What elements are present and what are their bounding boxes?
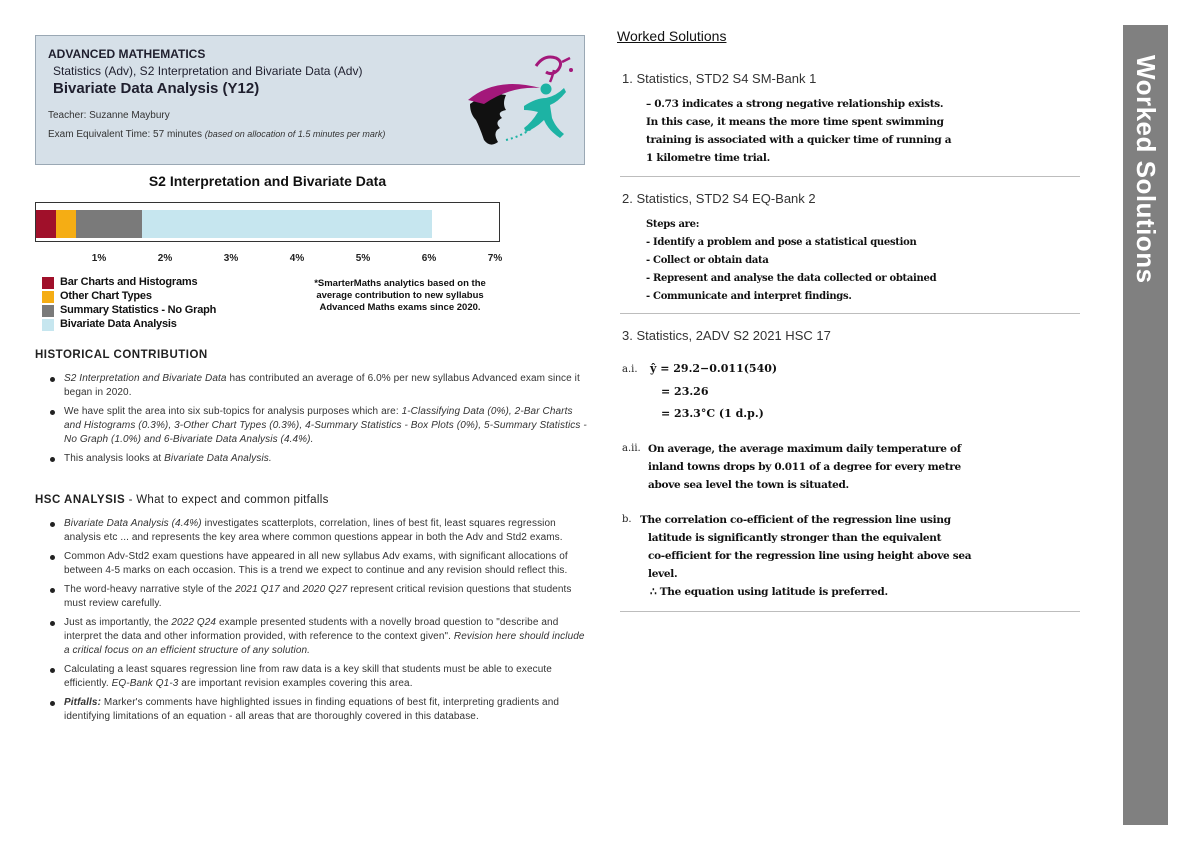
- question-2-heading: 2. Statistics, STD2 S4 EQ-Bank 2: [622, 191, 816, 206]
- divider: [620, 176, 1080, 177]
- solution-line: On average, the average maximum daily temperature of: [648, 443, 961, 455]
- x-tick-label: 6%: [421, 253, 437, 264]
- text: This analysis looks at: [64, 453, 165, 464]
- part-aii-solution: [648, 440, 961, 494]
- bar-segment-1: [36, 210, 56, 238]
- topic-label: Statistics (Adv), S2 Interpretation and Bivariate Data (Adv): [53, 64, 363, 78]
- chart-title: S2 Interpretation and Bivariate Data: [148, 173, 387, 189]
- text: Common Adv-Std2 exam questions have appeared in all new syllabus Adv exams, with significant allocations of between 4-5 marks on each occasion. This is a trend we expect to continue and any revision should reflect this.: [64, 551, 568, 576]
- legend-label: Bivariate Data Analysis: [60, 318, 177, 330]
- solution-line: - Identify a problem and pose a statistical question: [646, 237, 917, 248]
- solution-line: Steps are:: [646, 219, 700, 230]
- italic-text: 2020 Q27: [302, 584, 348, 595]
- header-box: [35, 35, 585, 165]
- text: We have split the area into six sub-topics for analysis purposes which are:: [64, 406, 402, 417]
- list-item: [50, 696, 588, 724]
- math-line: ŷ = 29.2−0.011(540): [650, 362, 778, 375]
- solution-line: - Communicate and interpret findings.: [646, 291, 852, 302]
- bar-segment-4: [142, 210, 432, 238]
- question-2-solution: [646, 216, 936, 306]
- solution-line: latitude is significantly stronger than the equivalent: [648, 532, 942, 544]
- hsc-heading: [35, 494, 329, 506]
- page-title: Bivariate Data Analysis (Y12): [53, 80, 260, 97]
- solution-line: - Represent and analyse the data collected or obtained: [646, 273, 937, 284]
- exam-time-value: 57 minutes: [153, 129, 202, 140]
- text: represent critical revision questions that students must review carefully.: [64, 584, 572, 609]
- hsc-heading-text: HSC ANALYSIS: [35, 494, 126, 506]
- x-tick-label: 2%: [157, 253, 173, 264]
- part-ai-label: a.i.: [622, 364, 638, 375]
- text: investigates scatterplots, correlation, lines of best fit, least squares regression analysis etc ... and represents the key area where common questions appear in both the Adv and Std2 exams.: [64, 518, 563, 543]
- solution-line: training is associated with a quicker time of running a: [646, 134, 952, 146]
- bar-segment-3: [76, 210, 142, 238]
- worked-solutions-heading: Worked Solutions: [617, 28, 727, 44]
- legend-swatch: [42, 291, 54, 303]
- legend-swatch: [42, 319, 54, 331]
- list-item: [50, 616, 588, 658]
- teacher-line: [48, 110, 170, 121]
- legend-label: Other Chart Types: [60, 290, 152, 302]
- list-item: [50, 663, 588, 691]
- list-item: [50, 372, 588, 400]
- bold-italic-text: Pitfalls:: [64, 697, 102, 708]
- historical-list: [50, 372, 588, 471]
- italic-text: EQ-Bank Q1-3: [111, 678, 179, 689]
- part-aii-label: a.ii.: [622, 443, 641, 454]
- solution-line: - Collect or obtain data: [646, 255, 769, 266]
- exam-time-line: [48, 129, 385, 140]
- text: Calculating a least squares regression line from raw data is a key skill that students must be able to execute efficiently.: [64, 664, 552, 689]
- x-tick-label: 3%: [223, 253, 239, 264]
- italic-text: 2022 Q24: [171, 617, 217, 628]
- text: example presented students with a novelly broad question to "describe and interpret the data and other information provided, with reference to the context given".: [64, 617, 559, 642]
- italic-text: Bivariate Data Analysis.: [164, 453, 272, 464]
- question-1-heading: 1. Statistics, STD2 S4 SM-Bank 1: [622, 71, 817, 86]
- text: Just as importantly, the: [64, 617, 172, 628]
- part-b-solution: [640, 511, 971, 601]
- x-tick-label: 7%: [487, 253, 503, 264]
- divider: [620, 313, 1080, 314]
- exam-time-note: (based on allocation of 1.5 minutes per mark): [204, 129, 386, 139]
- italic-text: S2 Interpretation and Bivariate Data: [64, 373, 227, 384]
- chart-plot-area: [36, 210, 499, 238]
- part-b-label: b.: [622, 514, 632, 525]
- x-tick-label: 5%: [355, 253, 371, 264]
- historical-heading: HISTORICAL CONTRIBUTION: [35, 349, 208, 361]
- math-line: = 23.26: [661, 385, 709, 398]
- divider: [620, 611, 1080, 612]
- stacked-bar-chart: [35, 202, 500, 242]
- legend-label: Summary Statistics - No Graph: [60, 304, 217, 316]
- text: The word-heavy narrative style of the: [64, 584, 236, 595]
- legend-label: Bar Charts and Histograms: [60, 276, 198, 288]
- italic-text: Bivariate Data Analysis (4.4%): [64, 518, 202, 529]
- text: Marker's comments have highlighted issues in finding equations of best fit, interpreting gradients and identifying limitations of an equation - all areas that are thoroughly covered in this database.: [64, 697, 560, 722]
- list-item: [50, 583, 588, 611]
- solution-line: inland towns drops by 0.011 of a degree for every metre: [648, 461, 961, 473]
- hsc-subheading: - What to expect and common pitfalls: [125, 494, 329, 506]
- solution-line: The correlation co-efficient of the regression line using: [640, 514, 951, 526]
- italic-text: 1-Classifying Data (0%), 2-Bar Charts and Histograms (0.3%), 3-Other Chart Types (0.3%), 4-Summary Statistics - Box Plots (0%), 5-Summary Statistics - No Graph (1.0%) and 6-Bivariate Data Analysis (4.4%).: [64, 406, 587, 445]
- question-3-heading: 3. Statistics, 2ADV S2 2021 HSC 17: [622, 328, 831, 343]
- bar-segment-2: [56, 210, 76, 238]
- list-item: [50, 405, 588, 447]
- text: has contributed an average of 6.0% per new syllabus Advanced exam since it began in 2020.: [64, 373, 580, 398]
- solution-line: – 0.73 indicates a strong negative relationship exists.: [646, 98, 944, 110]
- hsc-list: [50, 517, 588, 729]
- solution-line: In this case, it means the more time spent swimming: [646, 116, 944, 128]
- legend-swatch: [42, 277, 54, 289]
- text: and: [279, 584, 303, 595]
- chart-note: *SmarterMaths analytics based on the average contribution to new syllabus Advanced Maths exams since 2020.: [314, 278, 486, 313]
- side-banner: [1123, 25, 1168, 825]
- exam-time-label: Exam Equivalent Time:: [48, 129, 151, 140]
- smartermaths-logo-icon: [466, 48, 576, 152]
- solution-line: level.: [648, 568, 678, 580]
- x-tick-label: 1%: [91, 253, 107, 264]
- italic-text: 2021 Q17: [235, 584, 280, 595]
- text: are important revision examples covering this area.: [178, 678, 413, 689]
- question-1-solution: [646, 95, 951, 167]
- x-tick-label: 4%: [289, 253, 305, 264]
- side-banner-text: Worked Solutions: [1131, 55, 1161, 284]
- italic-text: Revision here should include a critical focus on an efficient structure of any solution.: [64, 631, 585, 656]
- list-item: [50, 550, 588, 578]
- solution-line: co-efficient for the regression line using height above sea: [648, 550, 972, 562]
- course-label: ADVANCED MATHEMATICS: [48, 47, 206, 61]
- list-item: [50, 517, 588, 545]
- math-line: = 23.3°C (1 d.p.): [661, 407, 764, 420]
- legend-swatch: [42, 305, 54, 317]
- teacher-label: Teacher:: [48, 110, 87, 121]
- teacher-name: Suzanne Maybury: [89, 110, 170, 121]
- solution-line: above sea level the town is situated.: [648, 479, 849, 491]
- solution-line: 1 kilometre time trial.: [646, 152, 770, 164]
- list-item: [50, 452, 588, 466]
- solution-line: ∴ The equation using latitude is preferred.: [650, 586, 888, 598]
